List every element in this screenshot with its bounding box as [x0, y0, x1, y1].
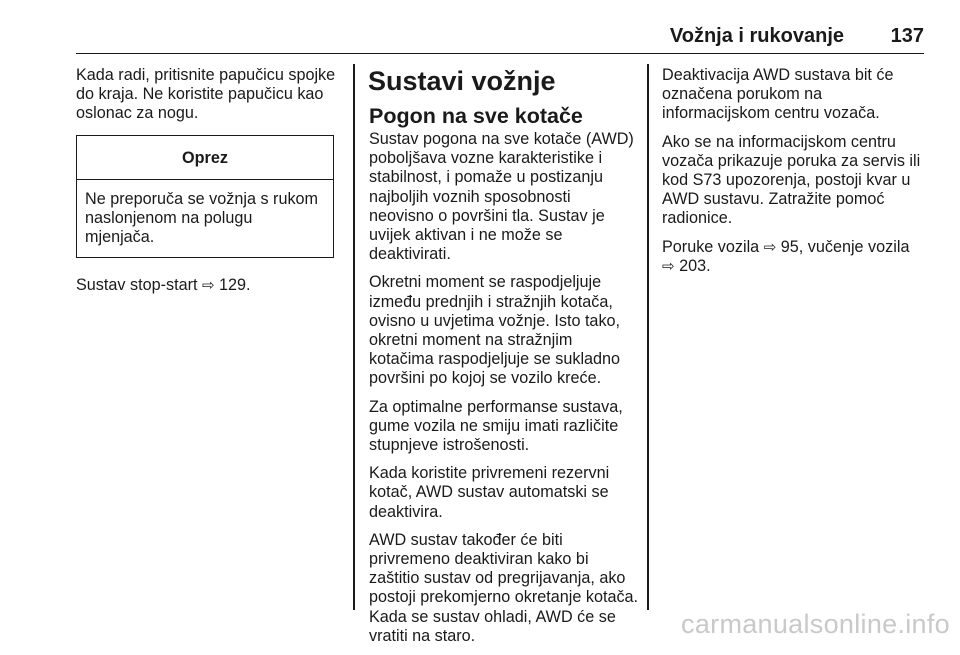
arrow-ref-icon: ⇨: [201, 277, 215, 295]
paragraph: Okretni moment se raspodjeljuje između prednjih i stražnjih kotača, ovisno u uvjetima vožnje. Isto tako, okretni moment na stražnjim kotačima raspodjeljuje se sukladno površini po kojoj se vozilo kreće.: [369, 273, 621, 388]
page-number: 137: [890, 25, 924, 47]
arrow-ref-icon: ⇨: [763, 238, 777, 256]
page-header: [76, 25, 924, 54]
section-subheading: Pogon na sve kotače: [369, 104, 583, 128]
paragraph: Deaktivacija AWD sustava bit će označena porukom na informacijskom centru vozača.: [662, 66, 894, 123]
column-left: [76, 66, 346, 305]
paragraph: Za optimalne performanse sustava, gume vozila ne smiju imati različite stupnjeve istrošenosti.: [369, 397, 623, 455]
caution-text: Ne preporuča se vožnja s rukom naslonjenom na polugu mjenjača.: [85, 189, 319, 247]
cross-reference[interactable]: [76, 276, 346, 295]
column-middle: [369, 66, 639, 655]
cross-reference[interactable]: [662, 238, 924, 276]
paragraph: Kada koristite privremeni rezervni kotač, AWD sustav automatski se deaktivira.: [369, 464, 610, 521]
paragraph: AWD sustav također će biti privremeno deaktiviran kako bi zaštitio sustav od pregrijavanja, ako postoji prekomjerno okretanje kotača. Kada se sustav ohladi, AWD će se vratiti na staro.: [369, 530, 639, 645]
watermark: carmanualsonline.info: [681, 609, 950, 639]
paragraph: Sustav pogona na sve kotače (AWD) poboljšava vozne karakteristike i stabilnost, i pomaže u postizanju najboljih voznih sposobnosti neovisno o površini tla. Sustav je uvijek aktivan i ne može se deaktivirati.: [369, 130, 634, 264]
column-right: [662, 66, 924, 285]
reference-label: Poruke vozila: [662, 237, 760, 256]
caution-box: [76, 135, 334, 259]
reference-page: 203.: [679, 256, 711, 275]
reference-label: Sustav stop-start: [76, 276, 198, 295]
chapter-title: Vožnja i rukovanje: [669, 25, 844, 47]
paragraph: Kada radi, pritisnite papučicu spojke do kraja. Ne koristite papučicu kao oslonac za nogu.: [76, 66, 336, 123]
reference-page: 95, vučenje vozila: [780, 237, 910, 256]
caution-title: Oprez: [77, 136, 333, 180]
column-divider: [353, 64, 355, 610]
column-divider: [647, 64, 649, 610]
paragraph: Ako se na informacijskom centru vozača prikazuje poruka za servis ili kod S73 upozorenja, postoji kvar u AWD sustavu. Zatražite pomoć radionice.: [662, 132, 921, 228]
arrow-ref-icon: ⇨: [662, 257, 675, 275]
section-heading: Sustavi vožnje: [368, 66, 556, 96]
reference-page: 129.: [219, 276, 251, 295]
